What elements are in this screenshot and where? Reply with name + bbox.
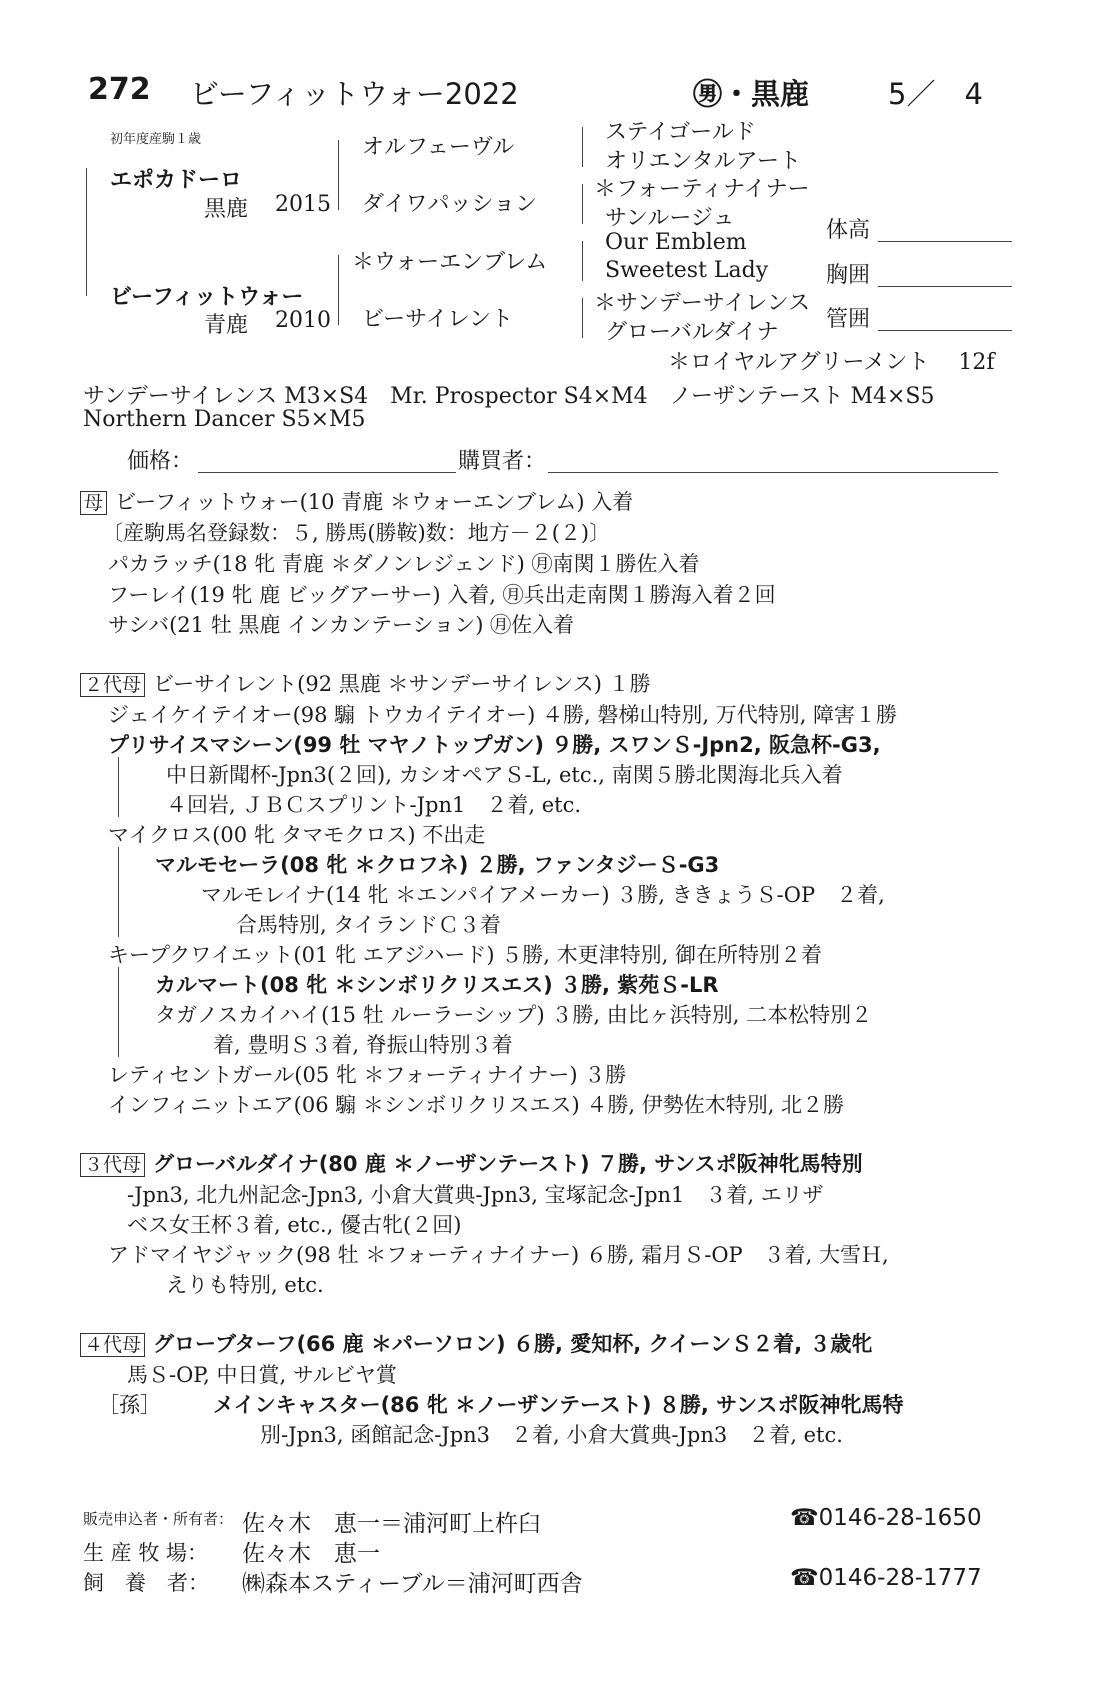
sire-year: 2015 <box>275 192 331 217</box>
measure-cannon-line <box>878 330 1012 331</box>
gen2-bracket-top <box>338 140 339 210</box>
gen2-dam-dam: ビーサイレント <box>362 307 514 332</box>
second-dam-line-4: ４回岩, ＪＢＣスプリント-Jpn1 ２着, etc. <box>166 793 582 817</box>
second-dam-line-5: マイクロス(00 牝 タマモクロス) 不出走 <box>108 823 486 847</box>
sire-name: エポカドーロ <box>110 168 243 193</box>
third-dam-line-1: -Jpn3, 北九州記念-Jpn3, 小倉大賞典-Jpn3, 宝塚記念-Jpn1 ３着, エリザ <box>127 1183 824 1207</box>
fourth-dam-grandchild-label: ［孫］ <box>98 1393 161 1417</box>
measure-height-label: 体高 <box>826 218 871 243</box>
second-dam-header <box>80 668 651 698</box>
second-dam-line-13: レティセントガール(05 牝 ＊フォーティナイナー) ３勝 <box>108 1063 627 1087</box>
second-dam-line-11: タガノスカイハイ(15 牡 ルーラーシップ) ３勝, 由比ヶ浜特別, 二本松特別２ <box>155 1003 873 1027</box>
second-dam-line-3: 中日新聞杯-Jpn3(２回), カシオペアＳ-L, etc., 南関５勝北関海北兵入着 <box>166 763 843 787</box>
footer-keeper-value: ㈱森本スティーブル＝浦河町西舎 <box>242 1571 583 1597</box>
gen3-bracket-4 <box>582 298 583 338</box>
dam-section-label: 母 <box>80 491 107 515</box>
gen3-3: ＊フォーティナイナー <box>594 177 810 202</box>
third-dam-line-2: ベス女王杯３着, etc., 優古牝(２回) <box>127 1213 462 1237</box>
dam-line-3: フーレイ(19 牝 鹿 ビッグアーサー) 入着, ㊊兵出走南関１勝海入着２回 <box>108 583 776 607</box>
dam-line-1: 〔産駒馬名登録数：５, 勝馬(勝鞍)数：地方－２(２)〕 <box>102 521 611 545</box>
second-dam-line-12: 着, 豊明Ｓ３着, 脊振山特別３着 <box>213 1033 513 1057</box>
second-dam-section-label: ２代母 <box>80 673 145 697</box>
gen3-2: オリエンタルアート <box>605 149 802 174</box>
family-line: ＊ロイヤルアグリーメント 12f <box>668 350 995 375</box>
gen2-sire-sire: オルフェーヴル <box>362 135 515 160</box>
sire-color: 黒鹿 <box>204 197 249 222</box>
gen2-dam-sire: ＊ウォーエンブレム <box>352 250 548 275</box>
third-dam-line-3: アドマイヤジャック(98 牡 ＊フォーティナイナー) ６勝, 霜月Ｓ-OP ３着, 大雪Ｈ, <box>108 1243 889 1267</box>
dam-line-0: ビーフィットウォー(10 青鹿 ＊ウォーエンブレム) 入着 <box>115 490 634 514</box>
horse-name: ビーフィットウォー2022 <box>190 77 519 111</box>
dam-year: 2010 <box>275 308 331 333</box>
dam-line-4: サシバ(21 牡 黒鹿 インカンテーション) ㊊佐入着 <box>108 613 575 637</box>
second-dam-tree-2 <box>118 847 119 937</box>
footer-owner-tel: ☎0146-28-1650 <box>790 1505 982 1531</box>
measure-height-line <box>878 241 1012 242</box>
dam-color: 青鹿 <box>204 313 249 338</box>
second-dam-line-14: インフィニットエア(06 騸 ＊シンボリクリスエス) ４勝, 伊勢佐木特別, 北２勝 <box>108 1093 845 1117</box>
gen3-bracket-1 <box>582 127 583 167</box>
footer-keeper-tel: ☎0146-28-1777 <box>790 1565 982 1591</box>
buyer-line <box>548 472 998 473</box>
third-dam-header <box>80 1148 863 1178</box>
second-dam-line-7: マルモレイナ(14 牝 ＊エンパイアメーカー) ３勝, ききょうＳ-OP ２着, <box>201 883 885 907</box>
measure-cannon-label: 管囲 <box>826 307 871 332</box>
dam-header <box>80 486 633 516</box>
third-dam-section-label: ３代母 <box>80 1153 145 1177</box>
fourth-dam-line-0: グローブターフ(66 鹿 ＊パーソロン) ６勝, 愛知杯, クイーンＳ２着, ３歳牝 <box>153 1332 873 1356</box>
price-line <box>198 472 456 473</box>
first-crop-note: 初年度産駒１歳 <box>110 132 202 147</box>
second-dam-tree-3 <box>118 967 119 1057</box>
dam-name: ビーフィットウォー <box>110 285 304 310</box>
footer-keeper-label: 飼 養 者： <box>83 1571 209 1595</box>
measure-girth-label: 胸囲 <box>826 263 871 288</box>
footer-breeder-label: 生 産 牧 場： <box>83 1541 209 1565</box>
gen3-8: グローバルダイナ <box>605 320 779 345</box>
fourth-dam-section-label: ４代母 <box>80 1333 145 1357</box>
gen3-bracket-2 <box>582 184 583 224</box>
measure-girth-line <box>878 286 1012 287</box>
second-dam-line-6: マルモセーラ(08 牝 ＊クロフネ) ２勝, ファンタジーＳ-G3 <box>155 853 720 877</box>
gen3-1: ステイゴールド <box>605 120 756 145</box>
price-label: 価格： <box>127 449 194 474</box>
second-dam-line-1: ジェイケイテイオー(98 騸 トウカイテイオー) ４勝, 磐梯山特別, 万代特別, 障害１勝 <box>108 703 898 727</box>
gen3-7: ＊サンデーサイレンス <box>594 291 811 316</box>
inbreeding-line-2: Northern Dancer S5×M5 <box>83 407 366 432</box>
fourth-dam-line-4: 別-Jpn3, 函館記念-Jpn3 ２着, 小倉大賞典-Jpn3 ２着, etc. <box>260 1423 843 1447</box>
second-dam-line-0: ビーサイレント(92 黒鹿 ＊サンデーサイレンス) １勝 <box>153 672 651 696</box>
gen3-4: サンルージュ <box>605 206 735 231</box>
gen3-6: Sweetest Lady <box>605 258 769 283</box>
gen2-sire-dam: ダイワパッション <box>362 192 538 217</box>
fourth-dam-line-1: 馬Ｓ-OP, 中日賞, サルビヤ賞 <box>127 1363 397 1387</box>
second-dam-line-8: 合馬特別, タイランドＣ３着 <box>236 913 501 937</box>
birth-date: 5／ 4 <box>888 77 983 111</box>
footer-owner-label: 販売申込者・所有者： <box>83 1510 234 1528</box>
fourth-dam-header <box>80 1328 872 1358</box>
third-dam-line-4: えりも特別, etc. <box>166 1273 324 1297</box>
footer-owner-value: 佐々木 恵一＝浦河町上杵臼 <box>242 1511 541 1537</box>
third-dam-line-0: グローバルダイナ(80 鹿 ＊ノーザンテースト) ７勝, サンスポ阪神牝馬特別 <box>153 1152 863 1176</box>
sex-color: ㊚・黒鹿 <box>693 77 810 111</box>
fourth-dam-line-3: メインキャスター(86 牝 ＊ノーザンテースト) ８勝, サンスポ阪神牝馬特 <box>213 1393 904 1417</box>
catalog-number: 272 <box>88 72 151 107</box>
dam-line-2: パカラッチ(18 牝 青鹿 ＊ダノンレジェンド) ㊊南関１勝佐入着 <box>108 552 700 576</box>
buyer-label: 購買者： <box>458 449 547 474</box>
gen2-bracket-bottom <box>338 255 339 325</box>
gen3-5: Our Emblem <box>605 230 747 255</box>
gen3-bracket-3 <box>582 241 583 281</box>
second-dam-line-10: カルマート(08 牝 ＊シンボリクリスエス) ３勝, 紫苑Ｓ-LR <box>155 973 719 997</box>
second-dam-line-9: キープクワイエット(01 牝 エアジハード) ５勝, 木更津特別, 御在所特別２着 <box>108 943 822 967</box>
pedigree-bracket <box>86 168 87 296</box>
inbreeding-line-1: サンデーサイレンス M3×S4 Mr. Prospector S4×M4 ノーザンテースト M4×S5 <box>83 384 935 409</box>
second-dam-tree-1 <box>118 757 119 817</box>
footer-breeder-value: 佐々木 恵一 <box>242 1541 380 1567</box>
second-dam-line-2: プリサイスマシーン(99 牡 マヤノトップガン) ９勝, スワンＳ-Jpn2, 阪急杯-G3, <box>108 733 881 757</box>
